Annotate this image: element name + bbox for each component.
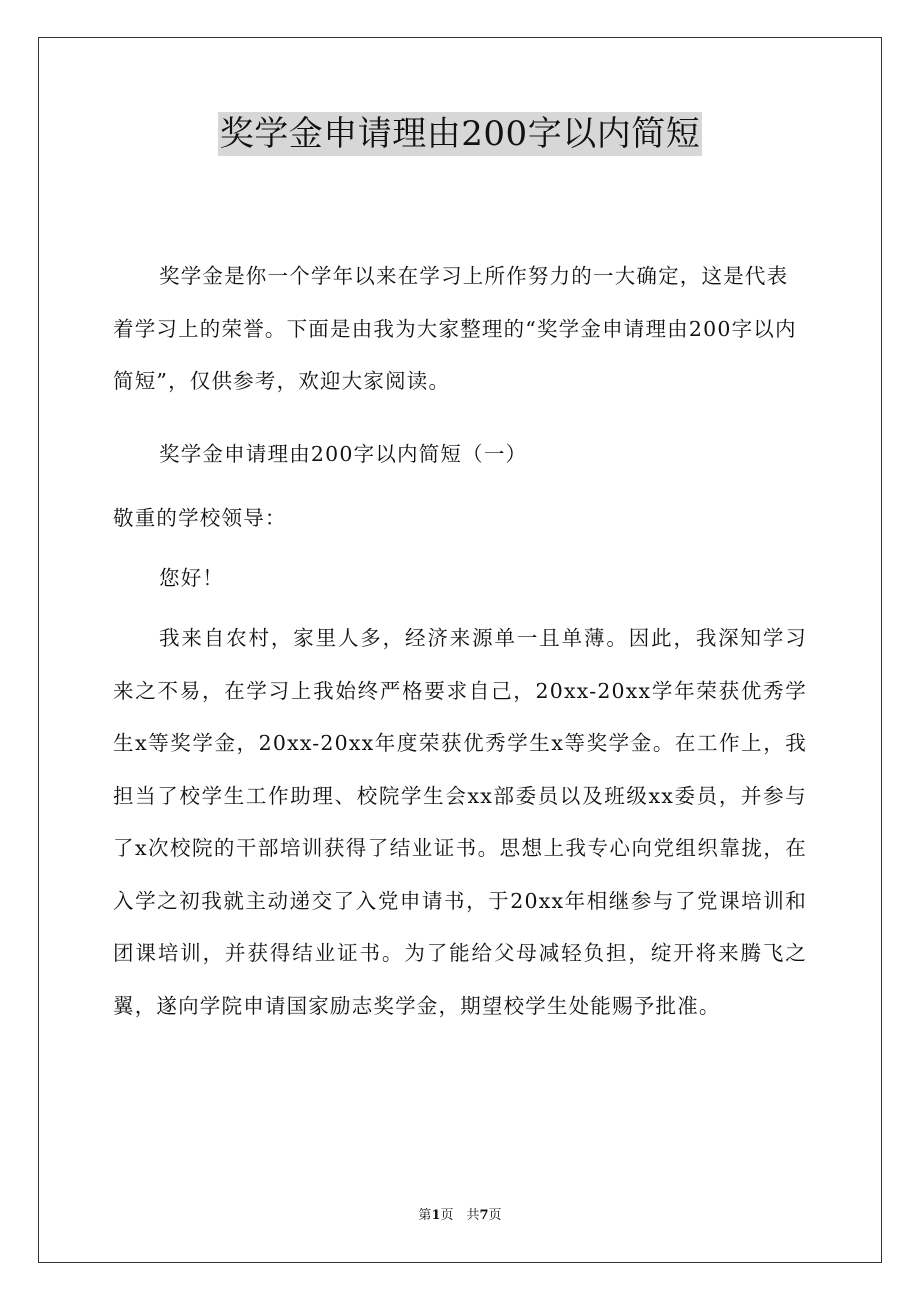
footer-page-prefix: 第: [418, 1208, 432, 1223]
salutation: 敬重的学校领导：: [113, 506, 287, 530]
footer-page-mid: 页 共: [440, 1208, 480, 1223]
intro-paragraph: 奖学金是你一个学年以来在学习上所作努力的一大确定，这是代表着学习上的荣誉。下面是由我为大家整理的“奖学金申请理由200字以内简短”，仅供参考，欢迎大家阅读。: [113, 264, 797, 393]
footer-total-pages: 7: [479, 1208, 489, 1223]
body-paragraph: 我来自农村，家里人多，经济来源单一且单薄。因此，我深知学习来之不易，在学习上我始终严格要求自己，20xx-20xx学年荣获优秀学生x等奖学金，20xx-20xx年度荣获优秀学生x等奖学金。在工作上，我担当了校学生工作助理、校院学生会xx部委员以及班级xx委员，并参与了x次校院的干部培训获得了结业证书。思想上我专心向党组织靠拢，在入学之初我就主动递交了入党申请书，于20xx年相继参与了党课培训和团课培训，并获得结业证书。为了能给父母减轻负担，绽开将来腾飞之翼，遂向学院申请国家励志奖学金，期望校学生处能赐予批准。: [113, 626, 807, 1018]
footer-current-page: 1: [431, 1208, 441, 1223]
footer-page-suffix: 页: [488, 1208, 502, 1223]
page-footer: [0, 1206, 920, 1226]
document-title-text: 奖学金申请理由200字以内简短: [219, 114, 701, 154]
section-subtitle: 奖学金申请理由200字以内简短（一）: [159, 442, 528, 466]
greeting: 您好！: [159, 566, 225, 590]
document-title: [0, 108, 920, 160]
